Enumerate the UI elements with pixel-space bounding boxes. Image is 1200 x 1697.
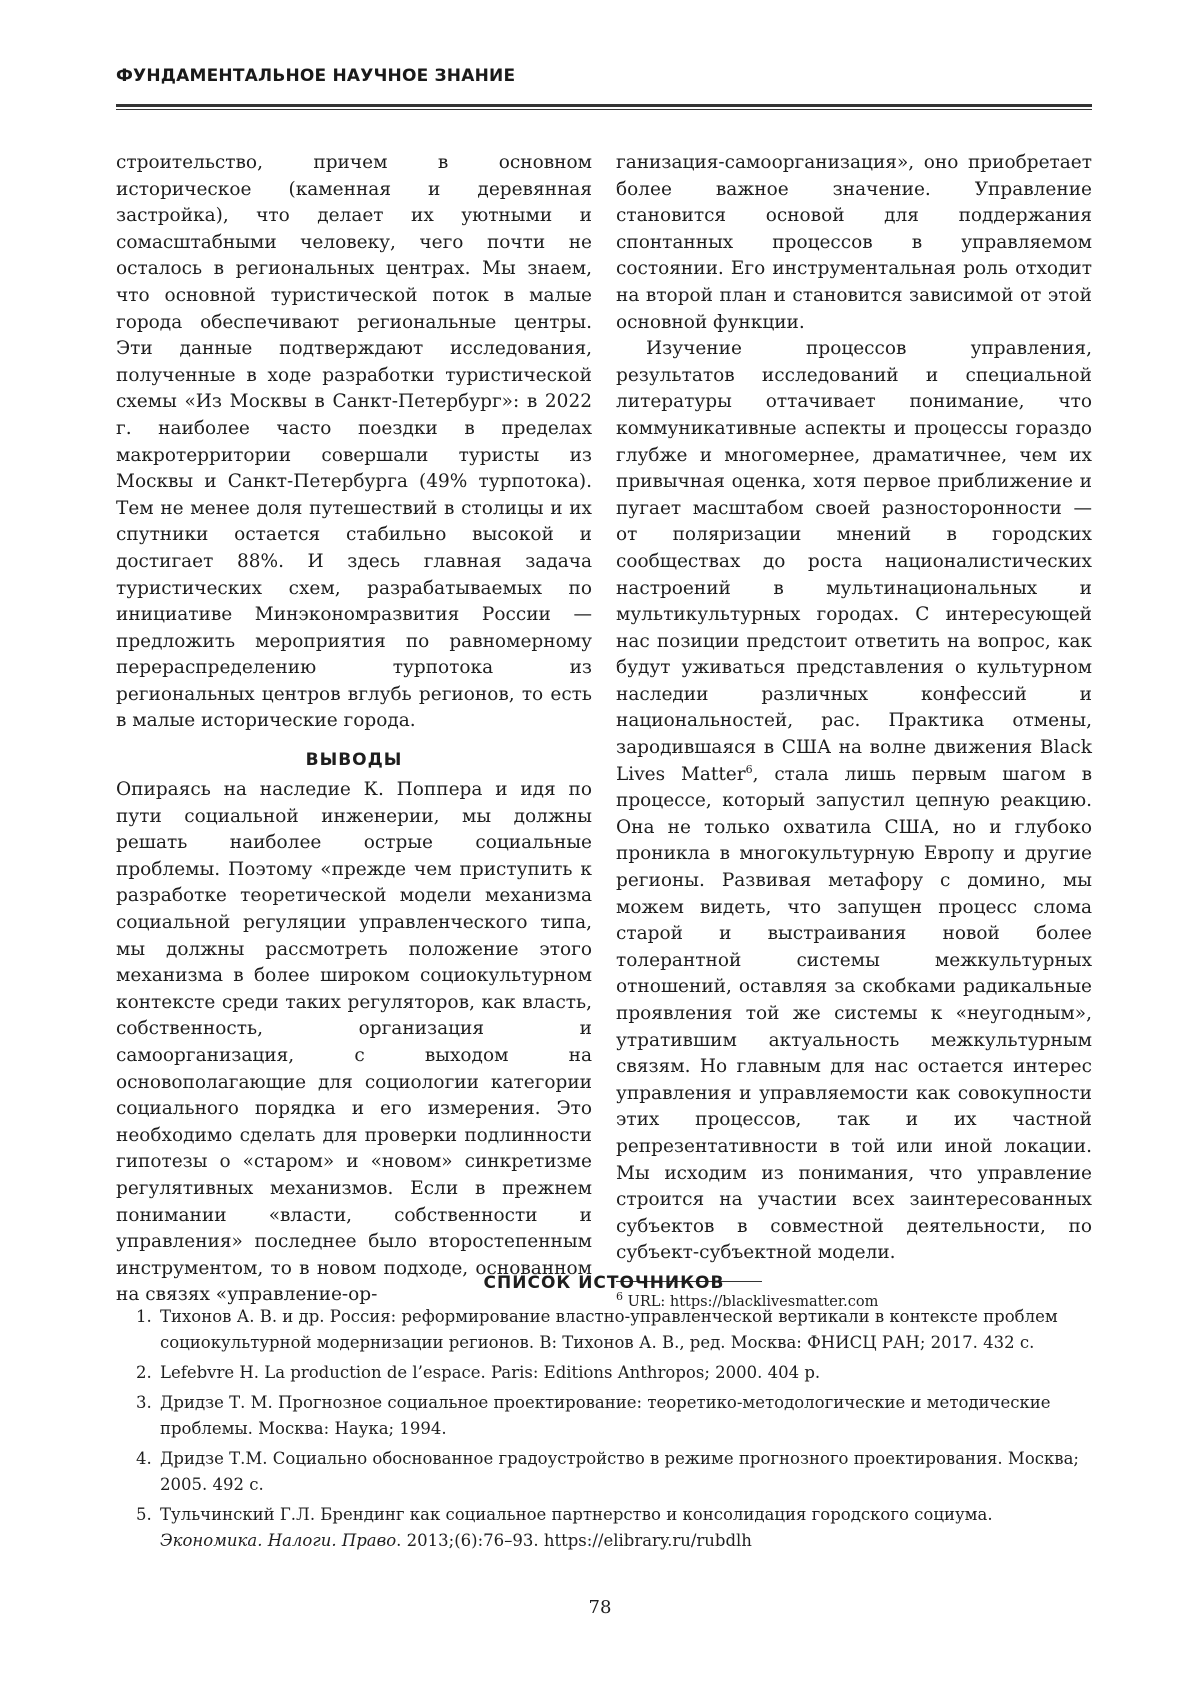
body-paragraph: ганизация-самоорганизация», оно приобретает более важное значение. Управление становится основой для поддержания спонтанных процессов в управляемом состоянии. Его инструментальная роль отходит на второй план и становится зависимой от этой основной функции.	[616, 152, 1092, 333]
reference-number: 4.	[136, 1449, 152, 1468]
header-rule-thin	[116, 109, 1092, 110]
reference-text: Тульчинский Г.Л. Брендинг как социальное партнерство и консолидация городского социума.	[160, 1505, 993, 1524]
reference-item	[116, 1502, 1092, 1554]
page-number: 78	[588, 1597, 612, 1618]
reference-number: 3.	[136, 1393, 152, 1412]
references-section	[116, 1272, 1092, 1558]
reference-text: Дридзе Т. М. Прогнозное социальное проектирование: теоретико-методологические и методические проблемы. Москва: Наука; 1994.	[160, 1393, 1051, 1438]
footnote-number: 6	[616, 1290, 623, 1304]
right-column	[616, 150, 1092, 1312]
header-rule-thick	[116, 104, 1092, 107]
body-paragraph: Опираясь на наследие К. Поппера и идя по пути социальной инженерии, мы должны решать наиболее острые социальные проблемы. Поэтому «прежде чем приступить к разработке теоретической модели механизма социальной регуляции управленческого типа, мы должны рассмотреть положение этого механизма в более широком социокультурном контексте среди таких регуляторов, как власть, собственность, организация и самоорганизация, с выходом на основополагающие для социологии категории социального порядка и его измерения. Это необходимо сделать для проверки подлинности гипотезы о «старом» и «новом» синкретизме регулятивных механизмов. Если в прежнем понимании «власти, собственности и управления» последнее было второстепенным инструментом, то в новом подходе, основанном на связях «управление-ор-	[116, 779, 592, 1306]
reference-details: . 2013;(6):76–93. https://elibrary.ru/rubdlh	[396, 1531, 752, 1550]
reference-text: Lefebvre H. La production de l’espace. Paris: Editions Anthropos; 2000. 404 p.	[160, 1363, 821, 1382]
reference-number: 5.	[136, 1505, 152, 1524]
reference-number: 2.	[136, 1363, 152, 1382]
reference-item	[116, 1304, 1092, 1356]
reference-item	[116, 1390, 1092, 1442]
reference-text: Тихонов А. В. и др. Россия: реформирование властно-управленческой вертикали в контексте проблем социокультурной модернизации регионов. В: Тихонов А. В., ред. Москва: ФНИСЦ РАН; 2017. 432 с.	[160, 1307, 1058, 1352]
reference-number: 1.	[136, 1307, 152, 1326]
running-title: ФУНДАМЕНТАЛЬНОЕ НАУЧНОЕ ЗНАНИЕ	[116, 66, 516, 86]
reference-item	[116, 1446, 1092, 1498]
footnote-text: URL: https://blacklivesmatter.com	[623, 1293, 879, 1310]
reference-item	[116, 1360, 1092, 1386]
references-list	[116, 1304, 1092, 1554]
paragraph-text: , стала лишь первым шагом в процессе, который запустил цепную реакцию. Она не только охватила США, но и глубоко проникла в многокультурную Европу и другие регионы. Развивая метафору с домино, мы можем видеть, что запущен процесс слома старой и выстраивания новой более толерантной системы межкультурных отношений, оставляя за скобками радикальные проявления той же системы к «неугодным», утратившим актуальность межкультурным связям. Но главным для нас остается интерес управления и управляемости как совокупности этих процессов, так и их частной репрезентативности в той или иной локации. Мы исходим из понимания, что управление строится на участии всех заинтересованных субъектов в совместной деятельности, по субъект-субъектной модели.	[616, 763, 1093, 1264]
body-paragraph: строительство, причем в основном историческое (каменная и деревянная застройка), что делает их уютными и сомасштабными человеку, чего почти не осталось в региональных центрах. Мы знаем, что основной туристической поток в малые города обеспечивают региональные центры. Эти данные подтверждают исследования, полученные в ходе разработки туристической схемы «Из Москвы в Санкт-Петербург»: в 2022 г. наиболее часто поездки в пределах макротерритории совершали туристы из Москвы и Санкт-Петербурга (49% турпотока). Тем не менее доля путешествий в столицы и их спутники остается стабильно высокой и достигает 88%. И здесь главная задача туристических схем, разрабатываемых по инициативе Минэкономразвития России — предложить мероприятия по равномерному перераспределению турпотока из региональных центров вглубь регионов, то есть в малые исторические города.	[116, 152, 592, 732]
section-heading-conclusions: ВЫВОДЫ	[305, 750, 403, 771]
body-paragraph	[616, 336, 1092, 1267]
reference-journal: Экономика. Налоги. Право	[160, 1531, 397, 1550]
references-heading: СПИСОК ИСТОЧНИКОВ	[483, 1273, 725, 1293]
paragraph-text: Изучение процессов управления, результатов исследований и специальной литературы оттачивает понимание, что коммуникативные аспекты и процессы гораздо глубже и многомернее, драматичнее, чем их привычная оценка, хотя первое приближение и пугает масштабом своей разносторонности — от поляризации мнений в городских сообществах до роста националистических настроений в мультинациональных и мультикультурных городах. С интересующей нас позиции предстоит ответить на вопрос, как будут уживаться представления о культурном наследии различных конфессий и национальностей, рас. Практика отмены, зародившаяся в США на волне движения Black Lives Matter	[616, 338, 1092, 785]
reference-text: Дридзе Т.М. Социально обоснованное градоустройство в режиме прогнозного проектирования. Москва; 2005. 492 с.	[160, 1449, 1079, 1494]
left-column	[116, 150, 592, 1309]
footnote-ref[interactable]: 6	[745, 762, 753, 776]
